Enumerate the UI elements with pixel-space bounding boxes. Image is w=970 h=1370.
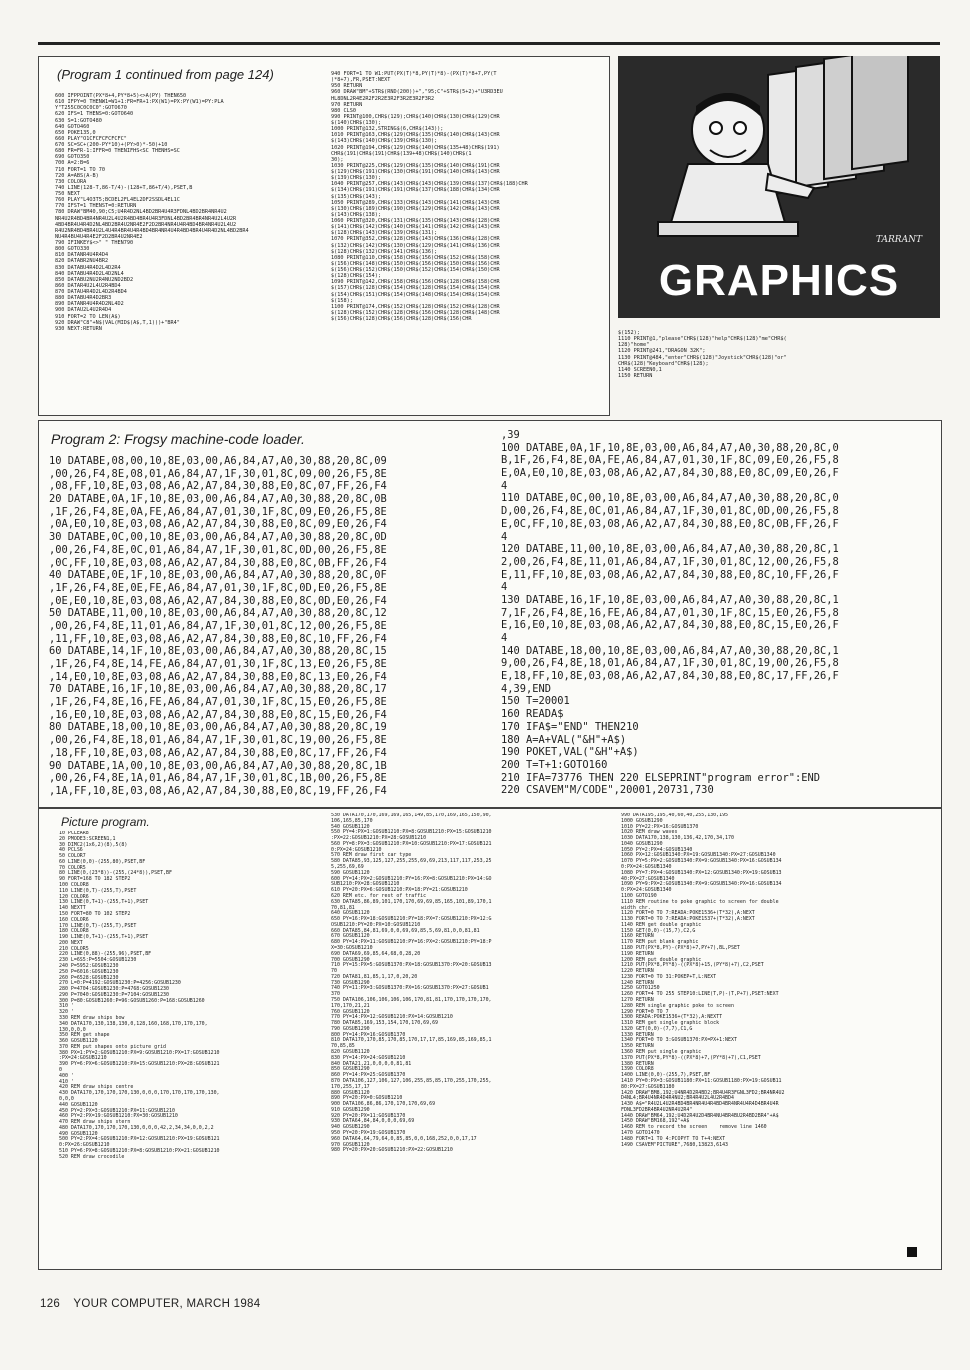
publication-name: YOUR COMPUTER, MARCH 1984	[73, 1298, 261, 1310]
graphics-section-banner	[618, 56, 940, 318]
program2-title: Program 2: Frogsy machine-code loader.	[51, 431, 305, 447]
artist-signature: TARRANT	[876, 235, 922, 245]
top-rule	[38, 42, 940, 45]
end-of-article-mark	[907, 1247, 917, 1257]
program1-listing-col3: $(152); 1110 PRINT@1,"please"CHR$(128)"help"CHR$(128)"me"CHR$( 128)"home" 1120 PRINT@241,"DRAGON 32K"; 1130 PRINT@484,"enter"CHR$(128)"Joystick"CHR$(128)"or" CHR$(128)"Keyboard"CHR$(128); 1140 SCREEN0,1 1150 RETURN	[618, 330, 787, 379]
program3-listing-col1: 10 PCLEAR8 20 PMODE3:SCREEN1,1 30 DIMC2(1x6,2)(8),5(8) 40 PCLS6 50 COLOR7 60 LINE(0,0)-(255,80),PSET,BF 70 COLOR5 80 LINE(0,(23*8))-(255,(24*8)),PSET,BF 90 FORT=168 TO 182 STEP2 100 COLOR8 110 LINE(0,T)-(255,T),PSET 120 COLOR6 130 LINE(0,T+1)-(255,T+1),PSET 140 NEXTT 150 FORT=80 TO 102 STEP2 160 COLOR6 170 LINE(0,T)-(255,T),PSET 180 COLOR8 190 LINE(0,T+1)-(255,T+1),PSET 200 NEXT 210 COLOR5 220 LINE(0,88)-(255,96),PSET,BF 230 L=6S5:P=5504:GOSUB1230 240 P=5952:GOSUB1230 250 P=6016:GOSUB1230 260 P=6528:GOSUB1230 270 L=0:P=4192:GOSUB1230:P=4256:GOSUB1230 280 P=4704:GOSUB1230:P=4768:GOSUB1230 290 P=7040:GOSUB1230:P=7104:GOSUB1230 300 P=80:GOSUB1260:P=96:GOSUB1260:P=168:GOSUB1260 310 ' 320 ' 330 REM draw ships bow 340 DATA170,130,138,130,0,128,160,168,170,170,170, 130,0,0,0 350 REM get shape 360 GOSUB1120 370 REM put shapes onto picture grid 380 PX=1:PY=2:GOSUB1210:PX=9:GOSUB1210:PX=17:GOSUB1210 :PX=24:GOSUB1210 390 PY=6:PX=6:GOSUB1210:PX=15:GOSUB1210:PX=28:GOSUB121 0 400 ' 410 ' 420 REM draw ships centre 430 DATA170,170,170,170,130,0,0,0,170,170,170,170,130, 0,0,0 440 GOSUB1120 450 PY=2:PX=3:GOSUB1210:PX=11:GOSUB1210 460 PY=2:PX=19:GOSUB1210:PX=30:GOSUB1210 470 REM draw ships stern 480 DATA170,170,170,170,130,0,0,0,42,2,34,34,0,0,2,2 490 GOSUB1120 500 PY=2:PX=4:GOSUB1210:PX=12:GOSUB1210:PX=19:GOSUB121 0:PX=26:GOSUB1210 510 PY=6:PX=8:GOSUB1210:PX=8:GOSUB1210:PX=21:GOSUB1210 520 REM draw crocodile	[59, 831, 220, 1160]
program3-listing-col2: 530 DATA170,170,169,169,165,149,85,170,169,165,150,90, 106,165,85,170 540 GOSUB1120 550 PY=4:PX=1:GOSUB1210:PX=8:GOSUB1210:PX=15:GOSUB1210 :PX=22:GOSUB1210:PX=28:GOSUB1210 560 PY=8:PX=3:GOSUB1210:PX=10:GOSUB1210:PX=17:GOSUB121 0:PX=24:GOSUB1210 570 REM draw first car type 580 DATA85,93,125,127,255,255,69,69,213,117,117,253,25 5,255,69,69 590 GOSUB1120 600 PY=14:PX=2:GOSUB1210:PY=16:PX=8:GOSUB1210:PX=14:GO SUB1210:PX=28:GOSUB1210 610 PY=20:PX=6:GOSUB1210:PX=18:PY=21:GOSUB1210 620 REM etc. for rest of traffic 630 DATA85,86,89,101,170,170,69,69,85,165,101,89,170,1 70,81,81 640 GOSUB1120 650 PY=16:PX=18:GOSUB1210:PY=18:PX=7:GOSUB1210:PX=12:G OSUB1210:PY=20:PX=10:GOSUB1210 660 DATA85,84,81,69,0,0,69,69,85,5,69,81,0,0,81,81 670 GOSUB1120 680 PY=14:PX=11:GOSUB1210:PY=16:PX=2:GOSUB1210:PY=18:P X=30:GOSUB1210 690 DATA69,69,85,64,68,0,28,20 700 GOSUB1290 710 PY=15:PX=5:GOSUB1370:PX=18:GOSUB1370:PX=20:GOSUB13 70 720 DATA81,81,85,1,17,0,20,20 730 GOSUB1290 740 PY=11:PX=3:GOSUB1370:PX=16:GOSUB1370:PX=27:GOSUB1 370 750 DATA106,106,106,106,106,170,81,81,170,170,170,170, 170,170,21,21 760 GOSUB1120 770 PY=14:PX=12:GOSUB1210:PX=14:GOSUB1210 780 DATA85,169,153,154,170,170,69,69 790 GOSUB1290 800 PY=14:PX=16:GOSUB1370 810 DATA170,170,85,170,85,170,17,17,85,169,85,169,85,1 70,85,85 820 GOSUB1120 830 PY=14:PX=24:GOSUB1210 840 DATA21,21,0,0,0,0,81,81 850 GOSUB1290 860 PY=14:PX=25:GOSUB1370 870 DATA106,127,106,127,106,255,85,85,170,255,170,255, 170,255,17,17 880 GOSUB1120 890 PY=20:PX=0:GOSUB1210 900 DATA106,86,86,170,170,170,69,69 910 GOSUB1290 920 PY=20:PX=11:GOSUB1370 930 DATA64,84,84,0,0,0,69,69 940 GOSUB1290 950 PY=20:PX=19:GOSUB1370 960 DATA64,64,79,64,0,85,85,0,0,168,252,0,0,17,17 970 GOSUB1120 980 PY=20:PX=20:GOSUB1210:PX=22:GOSUB1210	[331, 813, 492, 1154]
program3-title: Picture program.	[61, 815, 150, 829]
program1-listing-col2: 940 FORT=1 TO W1:PUT(PX(T)*8,PY(T)*8)-(PX(T)*8+7,PY(T )*8+7),FR,PSET:NEXT 950 RETURN 960 DRAW"BM"+STR$(RND(200))+","95;C"+STR$(5+2)+"U3RD3EU HL8DNL2R4E2R2F2R2E3R2F3R2E3R2F3R2 970 RETURN 980 CLS0 990 PRINT@100,CHR$(129);CHR$(140)CHR$(130)CHR$(129)CHR $(140)CHR$(130); 1000 PRINT@132,STRING$(6,CHR$(143)); 1010 PRINT@163,CHR$(129)CHR$(135)CHR$(140)CHR$(143)CHR $(143)CHR$(140)CHR$(139)CHR$(130); 1020 PRINT@194,CHR$(129)CHR$(140)CHR$(135+48)CHR$(191) CHR$(191)CHR$(191)CHR$(139+48)CHR$(140)CHR$(1 30); 1030 PRINT@225,CHR$(129)CHR$(135)CHR$(140)CHR$(191)CHR $(129)CHR$(191)CHR$(130)CHR$(191)CHR$(140)CHR$(143)CHR $(139)CHR$(130); 1040 PRINT@257,CHR$(143)CHR$(143)CHR$(139)CHR$(137)CHR$(188)CHR $(134)CHR$(191)CHR$(191)CHR$(137)CHR$(188)CHR$(134)CHR $(135)CHR$(143); 1050 PRINT@289,CHR$(133)CHR$(143)CHR$(141)CHR$(143)CHR $(130)CHR$(189)CHR$(190)CHR$(129)CHR$(142)CHR$(143)CHR $(143)CHR$(138); 1060 PRINT@320,CHR$(131)CHR$(135)CHR$(143)CHR$(128)CHR $(141)CHR$(142)CHR$(140)CHR$(141)CHR$(142)CHR$(143)CHR $(128)CHR$(143)CHR$(139)CHR$(131); 1070 PRINT@352,CHR$(128)CHR$(143)CHR$(136)CHR$(128)CHR $(132)CHR$(142)CHR$(130)CHR$(129)CHR$(141)CHR$(136)CHR $(128)CHR$(132)CHR$(141)CHR$(136); 1080 PRINT@110,CHR$(158)CHR$(156)CHR$(152)CHR$(158)CHR $(156)CHR$(148)CHR$(150)CHR$(156)CHR$(150)CHR$(156)CHR $(156)CHR$(152)CHR$(150)CHR$(152)CHR$(154)CHR$(150)CHR $(128)CHR$(154); 1090 PRINT@142,CHR$(158)CHR$(156)CHR$(128)CHR$(158)CHR $(157)CHR$(128)CHR$(154)CHR$(128)CHR$(154)CHR$(154)CHR $(154)CHR$(151)CHR$(154)CHR$(148)CHR$(154)CHR$(154)CHR $(158); 1100 PRINT@174,CHR$(152)CHR$(128)CHR$(152)CHR$(128)CHR $(128)CHR$(152)CHR$(128)CHR$(156)CHR$(128)CHR$(148)CHR $(156)CHR$(128)CHR$(156)CHR$(128)CHR$(156)CHR	[331, 71, 528, 322]
page-number: 126	[40, 1298, 61, 1310]
program3-listing-col3: 990 DATA195,195,40,60,40,255,130,195 1000 GOSUB1290 1010 PY=22:PX=16:GOSUB1370 1020 REM draw waves 1030 DATA170,138,130,136,42,170,34,170 1040 GOSUB1290 1050 PY=2:PX=4:GOSUB1340 1060 PX=12:GOSUB1340:PX=19:GOSUB1340:PX=27:GOSUB1340 1070 PY=5:PX=2:GOSUB1340:PX=9:GOSUB1340:PX=16:GOSUB134 0:PX=24:GOSUB1340 1080 PY=7:PX=4:GOSUB1340:PX=12:GOSUB1340:PX=19:GOSUB13 40:PX=27:GOSUB1340 1090 PY=9:PX=2:GOSUB1340:PX=9:GOSUB1340:PX=16:GOSUB134 0:PX=24:GOSUB1340 1100 GOTO190 1110 REM routine to poke graphic to screen for double width chr. 1120 FORT=0 TO 7:READA:POKE1536+(T*32),A:NEXT 1130 FORT=0 TO 7:READA:POKE1537+(T*32),A:NEXT 1140 REM get double graphic 1150 GET(0,0)-(15,7),C2,G 1160 RETURN 1170 REM put blank graphic 1180 PUT(PX*8,PY)-(PX*8)+7,PY+7),BL,PSET 1190 RETURN 1200 REM put double graphic 1210 PUT(PX*8,PY*8)-((PX*8)+15,(PY*8)+7),C2,PSET 1220 RETURN 1230 FORT=0 TO 31:POKEP+T,L:NEXT 1240 RETURN 1250 GOTO1250 1260 FORT=4 TO 255 STEP10:LINE(T,P)-(T,P+7),PSET:NEXT 1270 RETURN 1280 REM single graphic poke to screen 1290 FORT=0 TO 7 1300 READA:POKE1536+(T*32),A:NEXTT 1310 REM get single graphic block 1320 GET(0,0)-(7,7),C1,G 1330 RETURN 1340 FORT=0 TO 3:GOSUB1370:PX=PX+1:NEXT 1350 RETURN 1360 REM put single graphic 1370 PUT(PX*8,PY*8)-((PX*8)+7,(PY*8)+7),C1,PSET 1380 RETURN 1390 COLOR8 1400 LINE(0,0)-(255,7),PSET,BF 1410 PY=0:PX=3:GOSUB1180:PX=11:GOSUB1180:PX=19:GOSUB11 80:PX=27:GOSUB1180 1420 DRAW"BM8,192;U4NR4D2R4BD2;BR4U4R3FGNL3FD2;BR4NR4U2 D4NL4;BR4U4NR4D4R4NU2;BR4R4U2L4U2R4BD4 1430 A$="R4U2L4U2R4BD4BR4NR4U4R4BD4BR4NR4U4R4D4BR4U4R FDNL3FD2BR4BR4U2NR4U2R4" 1440 DRAW"BM64,192;U4D2R4U2D4BR4NU4BR4BU2R4BD2BR4"+A$ 1450 DRAW"BM168,192"+A$ 1460 REM to record the screen remove line 1460 1470 GOTO1470 1480 FORT=1 TO 4:PCOPYT TO T+4:NEXT 1490 CSAVEM"PICTURE",7680,13823,6143	[621, 813, 785, 1148]
program3-box	[38, 808, 942, 1270]
page-footer	[40, 1298, 270, 1310]
program1-box	[38, 56, 610, 416]
program2-listing-col1: 10 DATABE,08,00,10,8E,03,00,A6,84,A7,A0,30,88,20,8C,09 ,00,26,F4,8E,08,01,A6,84,A7,1F,30,01,8C,09,00,26,F5,8E ,08,FF,10,8E,03,08,A6,A2,A7,84,30,88,E0,8C,07,FF,26,F4 20 DATABE,0A,1F,10,8E,03,00,A6,84,A7,A0,30,88,20,8C,0B ,1F,26,F4,8E,0A,FE,A6,84,A7,01,30,1F,8C,09,E0,26,F5,8E ,0A,E0,10,8E,03,08,A6,A2,A7,84,30,88,E0,8C,09,E0,26,F4 30 DATABE,0C,00,10,8E,03,00,A6,84,A7,A0,30,88,20,8C,0D ,00,26,F4,8E,0C,01,A6,84,A7,1F,30,01,8C,0D,00,26,F5,8E ,0C,FF,10,8E,03,08,A6,A2,A7,84,30,88,E0,8C,0B,FF,26,F4 40 DATABE,0E,1F,10,8E,03,00,A6,84,A7,A0,30,88,20,8C,0F ,1F,26,F4,8E,0E,FE,A6,84,A7,01,30,1F,8C,0D,E0,26,F5,8E ,0E,E0,10,8E,03,08,A6,A2,A7,84,30,88,E0,8C,0D,E0,26,F4 50 DATABE,11,00,10,8E,03,00,A6,84,A7,A0,30,88,20,8C,12 ,00,26,F4,8E,11,01,A6,84,A7,1F,30,01,8C,12,00,26,F5,8E ,11,FF,10,8E,03,08,A6,A2,A7,84,30,88,E0,8C,10,FF,26,F4 60 DATABE,14,1F,10,8E,03,00,A6,84,A7,A0,30,88,20,8C,15 ,1F,26,F4,8E,14,FE,A6,84,A7,01,30,1F,8C,13,E0,26,F5,8E ,14,E0,10,8E,03,08,A6,A2,A7,84,30,88,E0,8C,13,E0,26,F4 70 DATABE,16,1F,10,8E,03,00,A6,84,A7,A0,30,88,20,8C,17 ,1F,26,F4,8E,16,FE,A6,84,A7,01,30,1F,8C,15,E0,26,F5,8E ,16,E0,10,8E,03,08,A6,A2,A7,84,30,88,E0,8C,15,E0,26,F4 80 DATABE,18,00,10,8E,03,00,A6,84,A7,A0,30,88,20,8C,19 ,00,26,F4,8E,18,01,A6,84,A7,1F,30,01,8C,19,00,26,F5,8E ,18,FF,10,8E,03,08,A6,A2,A7,84,30,88,E0,8C,17,FF,26,F4 90 DATABE,1A,00,10,8E,03,00,A6,84,A7,A0,30,88,20,8C,1B ,00,26,F4,8E,1A,01,A6,84,A7,1F,30,01,8C,1B,00,26,F5,8E ,1A,FF,10,8E,03,08,A6,A2,A7,84,30,88,E0,8C,19,FF,26,F4	[49, 455, 387, 797]
graphics-heading: GRAPHICS	[658, 256, 900, 305]
program1-listing-col1: 600 IFPPOINT(PX*8+4,PY*8+5)<>A(PY) THEN650 610 IFPY=0 THENW1=W1+1:FR=FR+1:PX(W1)=PX:PY(W1)=PY:PLA Y"T255C0C0C0C0":GOTO670 620 IFS=1 THENS=0:GOTO640 630 S=1:GOTO480 640 GOTO460 650 POKE135,0 660 PLAY"O1CFCFCFCFCFC" 670 SC=SC+(200-PY*10)+(PY>0)*-50)+10 680 FR=FR-1:IFFR=0 THENIFHS<SC THENHS=SC 690 GOTO350 700 A=2:B=6 710 FORT=1 TO 70 720 A=ABS(A-B) 730 COLORA 740 LINE(128-T,86-T/4)-(128+T,86+T/4),PSET,B 750 NEXT 760 PLAY"L4O3T5;BCDEL2FL4EL2DF2SSDL4EL1C 770 IFST=1 THENST=0:RETURN 780 DRAW"BM40,90;C5;U4R4D2NL4BD2BR4U4R3FDNL4BD2BR4NR4U2 NR4U2R4BD4BR4NR4U2L4U2R4BD4BR4U4R3FDNL4BD2BR4BR4NR4U2L4U2R 4BD4BR4U4R4D2NL4BD2BR4U2NR4E2F2D2BR4NR4U4R4BD4BR4NR4U2L4U2 R4U2NR4BD4BR4U2L4U4R4BR4U4R4BD4BR4NR4U4R4BD4BR4U4R4D2NL4BD2BR4 NU4R4BU4U4R4E2F2D2BR4U2NR4E2 790 IFINKEY$<>" " THEN790 800 GOTO330 810 DATANR4U4R4D4 820 DATABR2NU4BR2 830 DATABU4R4D2L4D2R4 840 DATABU4R4D2L4D2NL4 850 DATABU2NU2R4NU2ND2BD2 860 DATAR4U2L4U2R4BD4 870 DATAU4R4D2L4D2R4BD4 880 DATABU4R4D2BR3 890 DATANR4U4R4D2NL4D2 900 DATAU2L4U2R4D4 910 FORT=2 TO LEN(A$) 920 DRAW"C8"+N$(VAL(MID$(A$,T,1)))+"BR4" 930 NEXT:RETURN	[55, 93, 249, 332]
program2-box	[38, 420, 942, 808]
program2-listing-col2: ,39 100 DATABE,0A,1F,10,8E,03,00,A6,84,A7,A0,30,88,20,8C,0 B,1F,26,F4,8E,0A,FE,A6,84,A7,01,30,1F,8C,09,E0,26,F5,8 E,0A,E0,10,8E,03,08,A6,A2,A7,84,30,88,E0,8C,09,E0,26,F 4 110 DATABE,0C,00,10,8E,03,00,A6,84,A7,A0,30,88,20,8C,0 D,00,26,F4,8E,0C,01,A6,84,A7,1F,30,01,8C,0D,00,26,F5,8 E,0C,FF,10,8E,03,08,A6,A2,A7,84,30,88,E0,8C,0B,FF,26,F 4 120 DATABE,11,00,10,8E,03,00,A6,84,A7,A0,30,88,20,8C,1 2,00,26,F4,8E,11,01,A6,84,A7,1F,30,01,8C,12,00,26,F5,8 E,11,FF,10,8E,03,08,A6,A2,A7,84,30,88,E0,8C,10,FF,26,F 4 130 DATABE,16,1F,10,8E,03,00,A6,84,A7,A0,30,88,20,8C,1 7,1F,26,F4,8E,16,FE,A6,84,A7,01,30,1F,8C,15,E0,26,F5,8 E,16,E0,10,8E,03,08,A6,A2,A7,84,30,88,E0,8C,15,E0,26,F 4 140 DATABE,18,00,10,8E,03,00,A6,84,A7,A0,30,88,20,8C,1 9,00,26,F4,8E,18,01,A6,84,A7,1F,30,01,8C,19,00,26,F5,8 E,18,FF,10,8E,03,08,A6,A2,A7,84,30,88,E0,8C,17,FF,26,F 4,39,END 150 T=20001 160 READA$ 170 IFA$="END" THEN210 180 A=A+VAL("&H"+A$) 190 POKET,VAL("&H"+A$) 200 T=T+1:GOTO160 210 IFA=73776 THEN 220 ELSEPRINT"program error":END 220 CSAVEM"M/CODE",20001,20731,730	[501, 429, 839, 797]
program1-title: (Program 1 continued from page 124)	[57, 67, 274, 82]
